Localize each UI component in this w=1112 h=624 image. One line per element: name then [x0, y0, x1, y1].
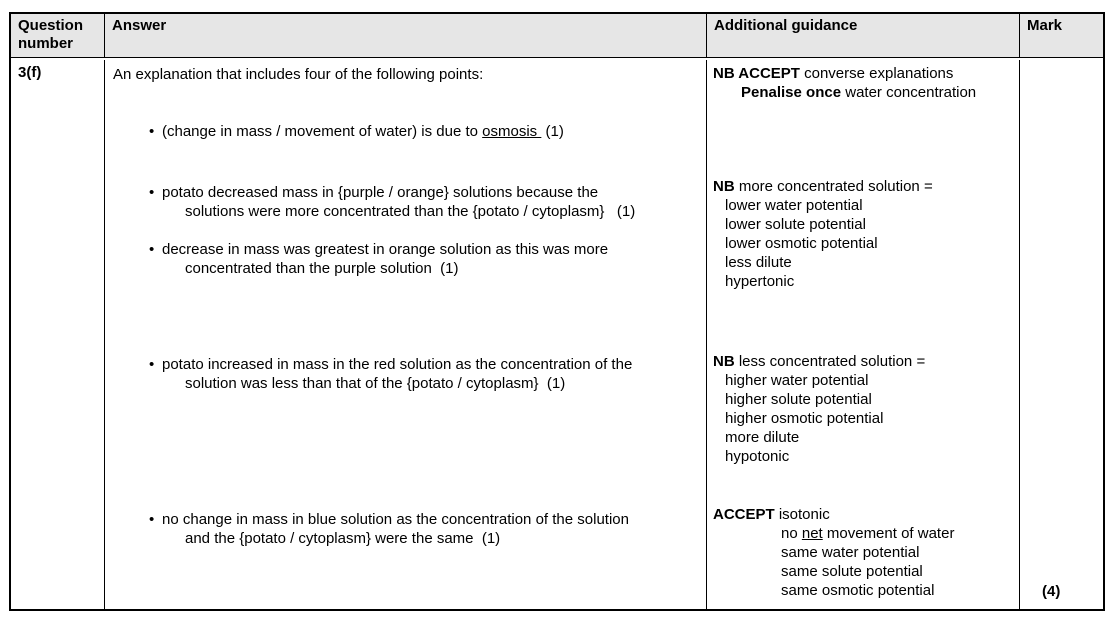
answer-bullet-5 [149, 510, 629, 529]
cell-additional-guidance [707, 60, 1020, 610]
bullet-icon: • [149, 183, 155, 201]
header-additional-guidance: Additional guidance [707, 14, 1020, 57]
answer-bullet-2-cont: solutions were more concentrated than the {potato / cytoplasm} (1) [185, 202, 636, 220]
guidance-no-net-movement: no net movement of water [781, 524, 955, 542]
guidance-penalise-once: Penalise once water concentration [741, 83, 977, 101]
question-number: 3(f) [18, 63, 42, 81]
guidance-item: less dilute [725, 253, 792, 271]
cell-mark [1020, 60, 1103, 610]
guidance-item: same solute potential [781, 562, 923, 580]
answer-bullet-4 [149, 355, 632, 374]
bullet-3-line-1: decrease in mass was greatest in orange solution as this was more [162, 240, 609, 258]
guidance-item: hypotonic [725, 447, 790, 465]
answer-bullet-3 [149, 240, 608, 259]
table-header-row [11, 14, 1103, 58]
bullet-5-line-1: no change in mass in blue solution as the concentration of the solution [162, 510, 629, 528]
guidance-item: higher water potential [725, 371, 869, 389]
guidance-item: same water potential [781, 543, 920, 561]
bullet-icon: • [149, 510, 155, 528]
header-mark: Mark [1027, 17, 1063, 34]
guidance-item: lower osmotic potential [725, 234, 878, 252]
bullet-icon: • [149, 122, 155, 140]
cell-answer [105, 60, 707, 610]
answer-bullet-2 [149, 183, 598, 202]
guidance-item: hypertonic [725, 272, 795, 290]
bullet-1-underlined: osmosis [482, 122, 542, 140]
guidance-item: lower water potential [725, 196, 863, 214]
guidance-item: higher osmotic potential [725, 409, 884, 427]
guidance-item: more dilute [725, 428, 800, 446]
bullet-4-line-1: potato increased in mass in the red solution as the concentration of the [162, 355, 633, 373]
mark-scheme-table [9, 12, 1105, 611]
guidance-item: higher solute potential [725, 390, 872, 408]
bullet-1-mark: (1) [541, 122, 564, 140]
bullet-1-text: (change in mass / movement of water) is due to [162, 122, 483, 140]
table-body-row [11, 60, 1103, 610]
guidance-nb-accept: NB ACCEPT converse explanations [713, 64, 954, 82]
answer-bullet-1 [149, 122, 564, 141]
guidance-nb-more-concentrated: NB more concentrated solution = [713, 177, 933, 195]
guidance-item: same osmotic potential [781, 581, 935, 599]
answer-intro: An explanation that includes four of the following points: [113, 65, 484, 83]
header-answer: Answer [105, 14, 707, 57]
bullet-icon: • [149, 240, 155, 258]
guidance-accept-isotonic: ACCEPT isotonic [713, 505, 830, 523]
answer-bullet-5-cont: and the {potato / cytoplasm} were the same (1) [185, 529, 501, 547]
guidance-item: lower solute potential [725, 215, 866, 233]
header-question-number: Question number [11, 14, 105, 57]
mark-value: (4) [1042, 582, 1061, 600]
bullet-2-line-1: potato decreased mass in {purple / orange} solutions because the [162, 183, 599, 201]
answer-bullet-3-cont: concentrated than the purple solution (1) [185, 259, 459, 277]
bullet-icon: • [149, 355, 155, 373]
guidance-nb-less-concentrated: NB less concentrated solution = [713, 352, 926, 370]
answer-bullet-4-cont: solution was less than that of the {potato / cytoplasm} (1) [185, 374, 566, 392]
cell-question-number [11, 60, 105, 610]
